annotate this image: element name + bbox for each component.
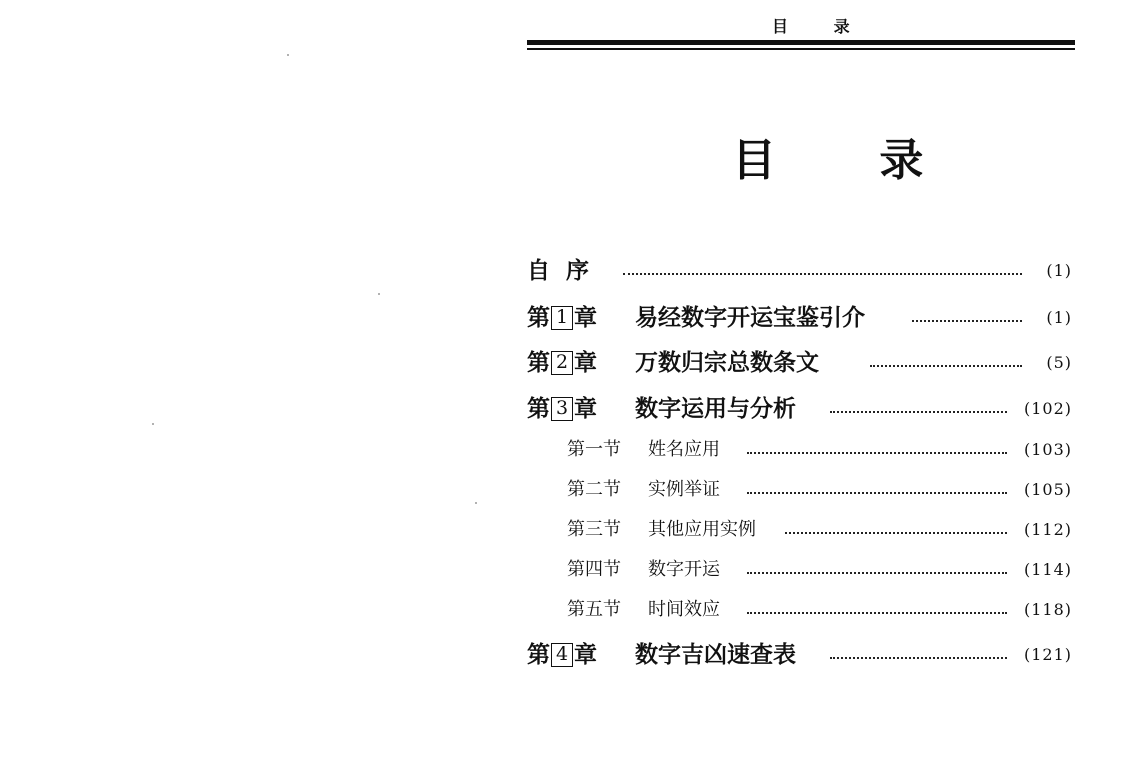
- toc-leader-dots: [623, 273, 1022, 275]
- toc-label: [527, 394, 597, 424]
- toc-title: 万数归宗总数条文: [635, 350, 819, 376]
- toc-page-number: (102): [1023, 399, 1072, 418]
- toc-label: 第一节: [567, 439, 621, 460]
- scan-speck: [152, 423, 154, 425]
- toc-page-number: (5): [1046, 353, 1072, 372]
- toc-title: 数字吉凶速查表: [635, 642, 796, 668]
- scan-speck: [378, 293, 380, 295]
- running-head: 目 录: [772, 17, 870, 36]
- toc-leader-dots: [785, 532, 1007, 534]
- toc-page-number: (114): [1023, 560, 1072, 579]
- toc-entry-chapter-3[interactable]: [527, 394, 1072, 424]
- toc-page-number: (103): [1023, 440, 1072, 459]
- toc-title: 数字运用与分析: [635, 396, 796, 422]
- toc-leader-dots: [830, 657, 1007, 659]
- toc-label-prefix: 第: [527, 642, 550, 668]
- toc-entry-section-3[interactable]: [527, 515, 1072, 545]
- toc-page-number: (1): [1046, 308, 1072, 327]
- toc-title: 其他应用实例: [648, 519, 756, 540]
- toc-page-number: (121): [1023, 645, 1072, 664]
- header-rule-thin: [527, 48, 1075, 50]
- toc-label-prefix: 第: [527, 305, 550, 331]
- toc-leader-dots: [870, 365, 1022, 367]
- toc-page-number: (1): [1046, 261, 1072, 280]
- page-title: 目 录: [732, 135, 968, 186]
- scan-speck: [287, 54, 289, 56]
- header-rule-thick: [527, 40, 1075, 45]
- toc-label: 第五节: [567, 599, 621, 620]
- toc-label: [527, 303, 597, 333]
- chapter-number-box: 3: [551, 397, 573, 421]
- toc-label-prefix: 第: [527, 396, 550, 422]
- toc-label-suffix: 章: [574, 642, 597, 668]
- toc-label-prefix: 第: [527, 350, 550, 376]
- toc-label-suffix: 章: [574, 305, 597, 331]
- toc-label: 第二节: [567, 479, 621, 500]
- toc-page-number: (118): [1023, 600, 1072, 619]
- toc-entry-chapter-1[interactable]: [527, 303, 1072, 333]
- chapter-number-box: 1: [551, 306, 573, 330]
- toc-entry-preface[interactable]: [527, 256, 1072, 286]
- toc-page-number: (105): [1023, 480, 1072, 499]
- toc-entry-chapter-2[interactable]: [527, 348, 1072, 378]
- toc-leader-dots: [747, 572, 1007, 574]
- scan-speck: [475, 502, 477, 504]
- toc-leader-dots: [747, 612, 1007, 614]
- chapter-number-box: 4: [551, 643, 573, 667]
- toc-leader-dots: [912, 320, 1022, 322]
- toc-entry-section-5[interactable]: [527, 595, 1072, 625]
- toc-entry-chapter-4[interactable]: [527, 640, 1072, 670]
- toc-title: 易经数字开运宝鉴引介: [635, 305, 865, 331]
- toc-leader-dots: [830, 411, 1007, 413]
- toc-title: 时间效应: [648, 599, 720, 620]
- toc-title: 实例举证: [648, 479, 720, 500]
- toc-label: [527, 640, 597, 670]
- toc-label: 第三节: [567, 519, 621, 540]
- toc-title: 姓名应用: [648, 439, 720, 460]
- toc-entry-section-4[interactable]: [527, 555, 1072, 585]
- toc-label: 第四节: [567, 559, 621, 580]
- toc-leader-dots: [747, 492, 1007, 494]
- toc-label-suffix: 章: [574, 396, 597, 422]
- toc-page-number: (112): [1023, 520, 1072, 539]
- toc-label-suffix: 章: [574, 350, 597, 376]
- toc-leader-dots: [747, 452, 1007, 454]
- toc-entry-section-1[interactable]: [527, 435, 1072, 465]
- toc-label: 自 序: [527, 258, 590, 284]
- toc-entry-section-2[interactable]: [527, 475, 1072, 505]
- toc-title: 数字开运: [648, 559, 720, 580]
- chapter-number-box: 2: [551, 351, 573, 375]
- toc-label: [527, 348, 597, 378]
